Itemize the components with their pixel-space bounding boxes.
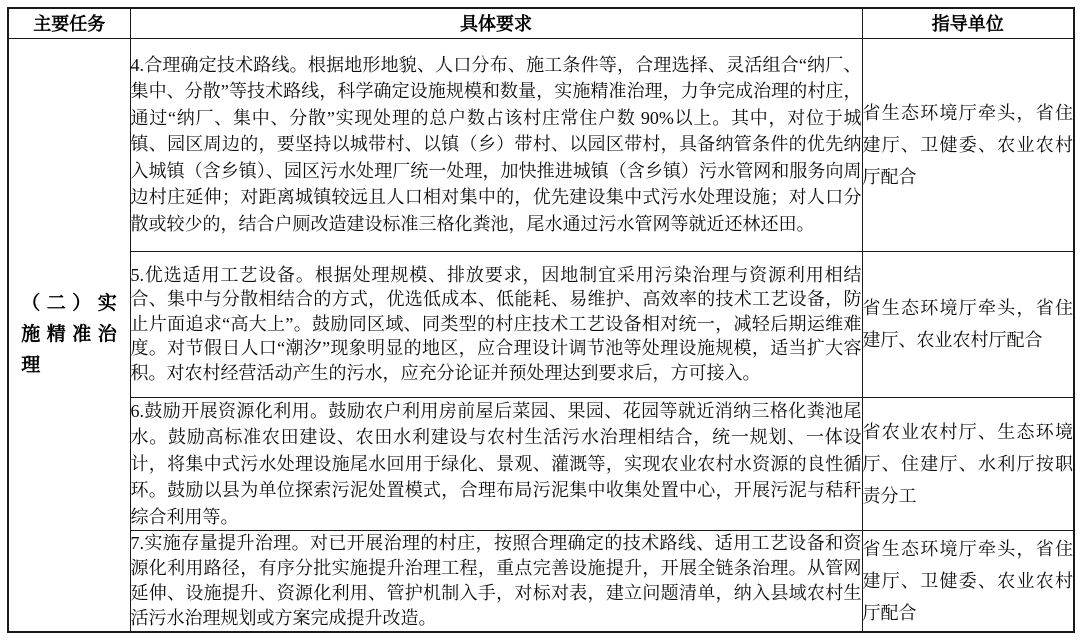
col-header-guiding-unit: 指导单位 — [862, 8, 1074, 38]
requirement-cell-7: 7.实施存量提升治理。对已开展治理的村庄，按照合理确定的技术路线、适用工艺设备和资源化利用路径，有序分批实施提升治理工程，重点完善设施提升，开展全链条治理。从管网延伸、设施提升、资源化利用、管护机制入手，对标对表，建立问题清单，纳入县域农村生活污水治理规划或方案完成提升改造。 — [130, 531, 862, 633]
col-header-main-task: 主要任务 — [8, 8, 130, 38]
table-row-task-6 — [8, 397, 1074, 531]
tasks-table — [7, 7, 1075, 633]
requirement-cell-6: 6.鼓励开展资源化利用。鼓励农户利用房前屋后菜园、果园、花园等就近消纳三格化粪池尾水。鼓励高标准农田建设、农田水利建设与农村生活污水治理相结合，统一规划、一体设计，将集中式污水处理设施尾水回用于绿化、景观、灌溉等，实现农业农村水资源的良性循环。鼓励以县为单位探索污泥处置模式，合理布局污泥集中收集处置中心，开展污泥与秸秆综合利用等。 — [130, 397, 862, 531]
requirement-cell-5: 5.优选适用工艺设备。根据处理规模、排放要求，因地制宜采用污染治理与资源利用相结合、集中与分散相结合的方式，优选低成本、低能耗、易维护、高效率的技术工艺设备，防止片面追求“高大上”。鼓励同区域、同类型的村庄技术工艺设备相对统一，减轻后期运维难度。对节假日人口“潮汐”现象明显的地区，应合理设计调节池等处理设施规模，适当扩大容积。对农村经营活动产生的污水，应充分论证并预处理达到要求后，方可接入。 — [130, 251, 862, 397]
table-row-task-5 — [8, 251, 1074, 397]
unit-cell-5: 省生态环境厅牵头，省住建厅、农业农村厅配合 — [862, 251, 1074, 397]
requirement-cell-4: 4.合理确定技术路线。根据地形地貌、人口分布、施工条件等，合理选择、灵活组合“纳厂、集中、分散”等技术路线，科学确定设施规模和数量，实施精准治理，力争完成治理的村庄，通过“纳厂、集中、分散”实现处理的总户数占该村庄常住户数 90%以上。其中，对位于城镇、园区周边的，要坚持以城带村、以镇（乡）带村、以园区带村，具备纳管条件的优先纳入城镇（含乡镇）、园区污水处理厂统一处理，加快推进城镇（含乡镇）污水管网和服务向周边村庄延伸；对距离城镇较远且人口相对集中的，优先建设集中式污水处理设施；对人口分散或较少的，结合户厕改造建设标准三格化粪池，尾水通过污水管网等就近还林还田。 — [130, 38, 862, 251]
table-row-task-4 — [8, 38, 1074, 251]
task-group-label: （二）实施精准治理 — [21, 293, 118, 377]
unit-cell-6: 省农业农村厅、生态环境厅、住建厅、水利厅按职责分工 — [862, 397, 1074, 531]
task-group-cell — [8, 38, 130, 632]
unit-cell-7: 省生态环境厅牵头，省住建厅、卫健委、农业农村厅配合 — [862, 531, 1074, 633]
header-row — [8, 8, 1074, 38]
unit-cell-4: 省生态环境厅牵头，省住建厅、卫健委、农业农村厅配合 — [862, 38, 1074, 251]
table-row-task-7 — [8, 531, 1074, 633]
col-header-requirements: 具体要求 — [130, 8, 862, 38]
